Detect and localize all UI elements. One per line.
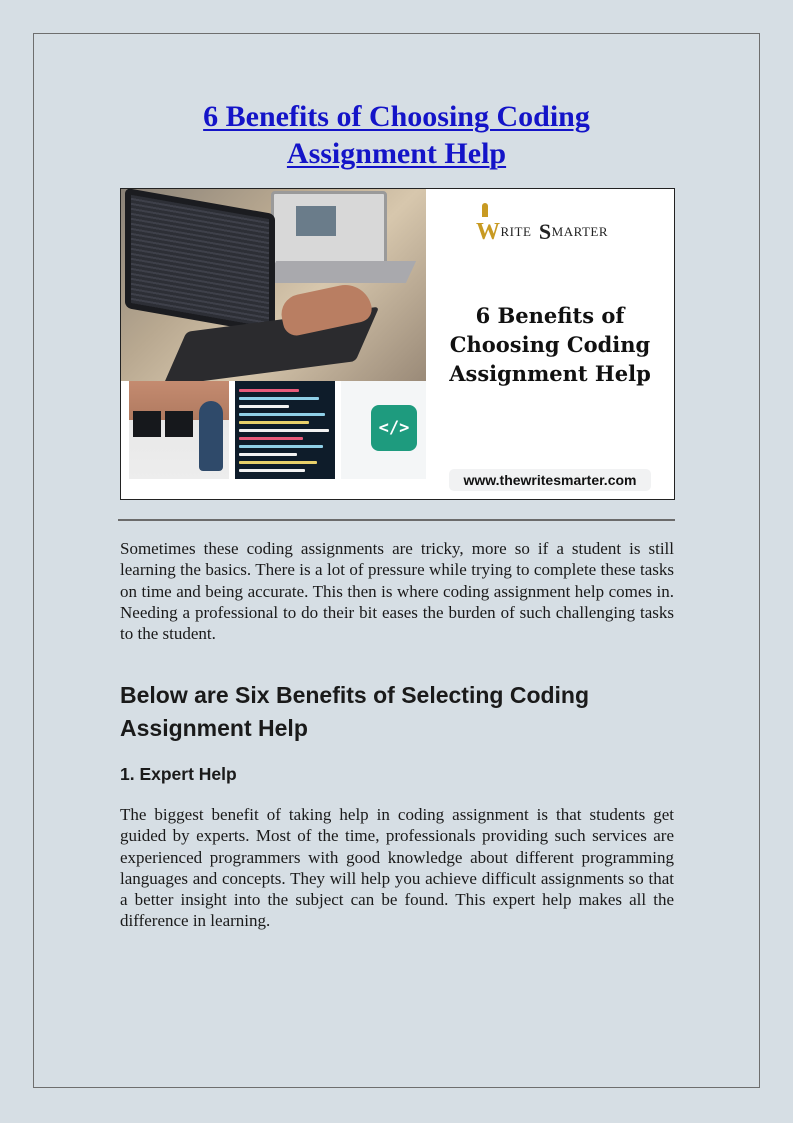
expert-paragraph: The biggest benefit of taking help in coding assignment is that students get guided by experts. Most of the time, professionals providing such services are experienced programmers with good knowledge about different programming languages and concepts. They will help you achieve difficult assignments so that a better insight into the subject can be found. This expert help makes all the difference in learning. (120, 805, 674, 931)
site-url: www.thewritesmarter.com (449, 469, 651, 491)
developer-photo (129, 381, 229, 479)
brand-logo: WRITE SMARTER (476, 219, 609, 245)
code-line (239, 397, 319, 400)
laptop-back-keyboard (266, 261, 416, 283)
intro-paragraph: Sometimes these coding assignments are tricky, more so if a student is still learning the basics. There is a lot of pressure while trying to complete these tasks on time and being accurate. This then is where coding assignment help comes in. Needing a professional to do their bit eases the burden of such challenging tasks to the student. (120, 539, 674, 644)
banner-heading: 6 Benefits of Choosing Coding Assignment Help (449, 303, 651, 386)
code-line (239, 445, 323, 448)
laptop-back-icon (271, 191, 387, 267)
monitor-icon (133, 411, 161, 437)
code-screen-photo (235, 381, 335, 479)
monitor-icon (165, 411, 193, 437)
title-line-1[interactable]: 6 Benefits of Choosing Coding (203, 100, 590, 133)
code-badge-photo (341, 381, 439, 479)
banner-text-panel (426, 189, 674, 499)
document-title[interactable] (120, 98, 673, 172)
code-line (239, 413, 325, 416)
laptop-screen-icon (125, 189, 275, 334)
laptop-photo (121, 189, 426, 381)
person-graphic (199, 401, 223, 471)
pen-icon (482, 203, 488, 217)
subsection-heading: 1. Expert Help (120, 764, 237, 784)
code-line (239, 389, 299, 392)
code-line (239, 421, 309, 424)
code-line (239, 429, 329, 432)
section-heading: Below are Six Benefits of Selecting Coding Assignment Help (120, 682, 590, 741)
code-line (239, 469, 305, 472)
code-line (239, 437, 303, 440)
divider (118, 519, 675, 521)
code-icon: </> (371, 405, 417, 451)
code-line (239, 405, 289, 408)
code-line (239, 461, 317, 464)
title-line-2[interactable]: Assignment Help (286, 137, 507, 170)
code-line (239, 453, 297, 456)
banner-image (120, 188, 675, 500)
